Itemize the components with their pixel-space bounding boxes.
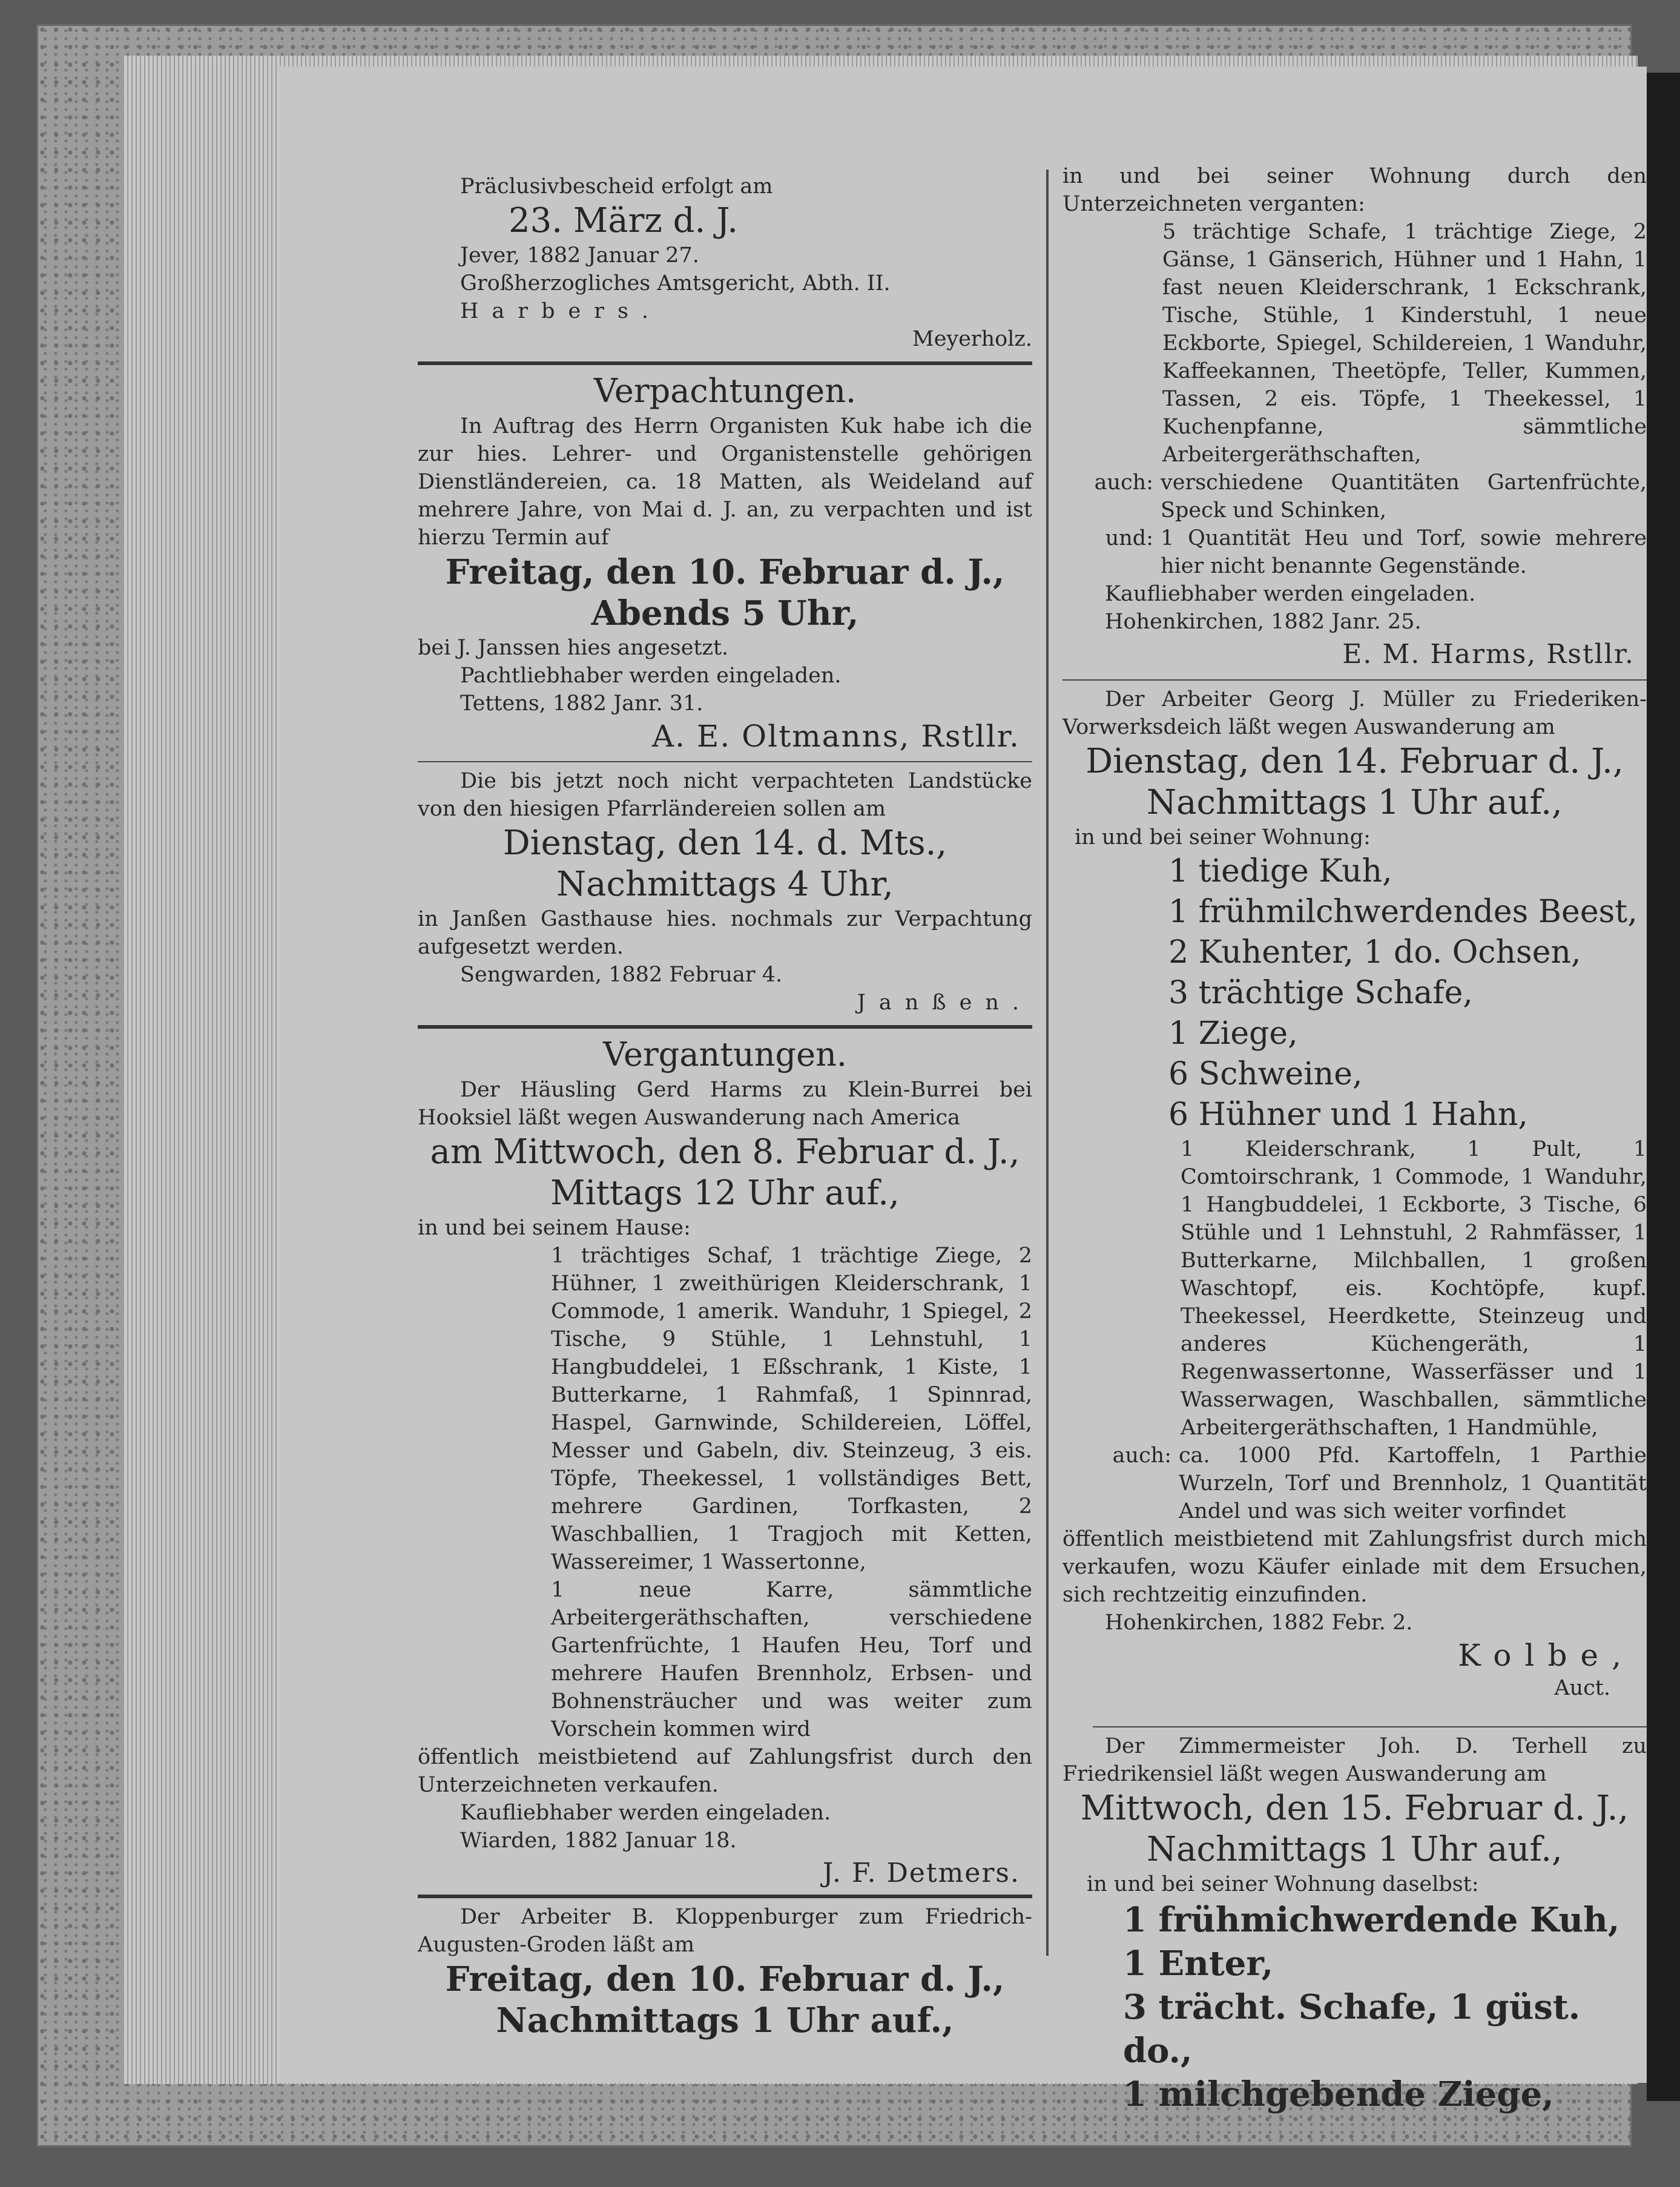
notice-signature: E. M. Harms, Rstllr. — [1342, 639, 1635, 670]
right-column — [1062, 162, 1647, 2116]
left-column — [418, 173, 1032, 2041]
notice-signature: Harbers. — [460, 299, 662, 323]
notice-praeclusiv — [418, 173, 1032, 353]
notice-subsignature: Meyerholz. — [912, 327, 1032, 351]
und-text: 1 Quantität Heu und Torf, sowie mehrere hier nicht benannte Gegenstände. — [1161, 526, 1647, 578]
notice-time: Nachmittags 1 Uhr auf., — [1147, 1830, 1563, 1869]
list-item: 2 Kuhenter, 1 do. Ochsen, — [1168, 934, 1581, 971]
list-item: 6 Schweine, — [1168, 1056, 1363, 1092]
auch-text: ca. 1000 Pfd. Kartoffeln, 1 Parthie Wurzeln, Torf und Brennholz, 1 Quantität Andel und was sich weiter vorfindet — [1179, 1443, 1647, 1523]
notice-text: Der Arbeiter B. Kloppenburger zum Friedrich-Augusten-Groden läßt am — [418, 1905, 1032, 1957]
notice-text: Der Zimmermeister Joh. D. Terhell zu Friedrikensiel läßt wegen Auswanderung am — [1062, 1734, 1647, 1786]
auch-label: auch: — [1094, 470, 1153, 495]
item-list: 1 Kleiderschrank, 1 Pult, 1 Comtoirschrank, 1 Commode, 1 Wanduhr, 1 Hangbuddelei, 1 Eckborte, 3 Tische, 6 Stühle und 1 Lehnstuhl, 2 Rahmfässer, 1 Butterkarne, Milchballen, 1 großen Waschtopf, eis. Kochtöpfe, kupf. Theekessel, Heerdkette, Steinzeug und anderes Küchengeräth, 1 Regenwassertonne, Wasserfässer und 1 Wasserwagen, Waschballen, sämmtliche Arbeitergeräthschaften, 1 Handmühle, — [1181, 1137, 1647, 1440]
notice-line: Kaufliebhaber werden eingeladen. — [1105, 582, 1476, 606]
notice-verpachtung-1 — [418, 370, 1032, 755]
notice-date: Freitag, den 10. Februar d. J., — [445, 552, 1005, 592]
und-row — [1062, 524, 1647, 580]
notice-text: Die bis jetzt noch nicht verpachteten Landstücke von den hiesigen Pfarrländereien sollen am — [418, 769, 1032, 821]
notice-line: Großherzogliches Amtsgericht, Abth. II. — [460, 271, 891, 295]
notice-line: Kaufliebhaber werden eingeladen. — [460, 1801, 831, 1825]
notice-line: Sengwarden, 1882 Februar 4. — [460, 963, 783, 987]
notice-date: am Mittwoch, den 8. Februar d. J., — [430, 1132, 1020, 1172]
auch-label: auch: — [1112, 1443, 1171, 1468]
section-rule — [1062, 679, 1647, 681]
notice-date: Dienstag, den 14. d. Mts., — [502, 823, 947, 863]
notice-vergantung-2 — [418, 1903, 1032, 2041]
notice-signature: Janßen. — [857, 991, 1032, 1015]
notice-line: in und bei seiner Wohnung: — [1075, 825, 1371, 849]
list-item: 1 Ziege, — [1168, 1015, 1298, 1052]
page-edge-shadow — [1647, 73, 1680, 2101]
section-rule — [418, 1895, 1032, 1898]
notice-line: in und bei seiner Wohnung daselbst: — [1087, 1872, 1479, 1896]
animal-list — [1062, 1898, 1647, 2116]
section-rule — [418, 361, 1032, 365]
notice-vergantung-harms — [1062, 162, 1647, 673]
item-list: 5 trächtige Schafe, 1 trächtige Ziege, 2 Gänse, 1 Gänserich, Hühner und 1 Hahn, 1 fast neuen Kleiderschrank, 1 Eckschrank, Tische, Stühle, 1 Kinderstuhl, 1 neue Eckborte, Spiegel, Schildereien, 1 Wanduhr, Kaffeekannen, Theetöpfe, Teller, Kummen, Tassen, 2 eis. Töpfe, 1 Theekessel, 1 Kuchenpfanne, sämmtliche Arbeitergeräthschaften, — [1162, 220, 1647, 467]
animal-list — [1062, 851, 1647, 1135]
list-item: 1 Enter, — [1123, 1944, 1274, 1984]
notice-verpachtung-2 — [418, 767, 1032, 1017]
notice-time: Abends 5 Uhr, — [591, 593, 859, 633]
notice-signature: Kolbe, — [1458, 1638, 1635, 1673]
notice-time: Nachmittags 4 Uhr, — [556, 865, 894, 904]
section-rule — [418, 761, 1032, 762]
und-label: und: — [1105, 526, 1153, 550]
notice-vergantung-1 — [418, 1034, 1032, 1892]
notice-text: Der Arbeiter Georg J. Müller zu Friederiken-Vorwerksdeich läßt wegen Auswanderung am — [1062, 687, 1647, 739]
notice-date: Freitag, den 10. Februar d. J., — [445, 1959, 1005, 1999]
list-item: 3 trächtige Schafe, — [1168, 975, 1473, 1011]
list-item: 1 frühmichwerdende Kuh, — [1123, 1900, 1620, 1940]
notice-line: bei J. Janssen hies angesetzt. — [418, 636, 729, 660]
notice-text: öffentlich meistbietend auf Zahlungsfrist durch den Unterzeichneten verkaufen. — [418, 1745, 1032, 1797]
list-item: 1 frühmilchwerdendes Beest, — [1168, 894, 1638, 930]
notice-vergantung-terhell — [1062, 1732, 1647, 2116]
notice-line: in und bei seinem Hause: — [418, 1216, 691, 1240]
section-rule — [418, 1025, 1032, 1029]
item-list: 1 trächtiges Schaf, 1 trächtige Ziege, 2 Hühner, 1 zweithürigen Kleiderschrank, 1 Commode, 1 amerik. Wanduhr, 1 Spiegel, 2 Tische, 9 Stühle, 1 Lehnstuhl, 1 Hangbuddelei, 1 Eßschrank, 1 Kiste, 1 Butterkarne, 1 Rahmfaß, 1 Spinnrad, Haspel, Garnwinde, Schildereien, Löffel, Messer und Gabeln, div. Steinzeug, 3 eis. Töpfe, Theekessel, 1 vollständiges Bett, mehrere Gardinen, Torfkasten, 2 Waschballien, 1 Tragjoch mit Ketten, Wassereimer, 1 Wassertonne, — [551, 1244, 1032, 1574]
list-item: 1 tiedige Kuh, — [1168, 853, 1392, 889]
auch-text: verschiedene Quantitäten Gartenfrüchte, Speck und Schinken, — [1161, 470, 1647, 523]
notice-text: in Janßen Gasthause hies. nochmals zur Verpachtung aufgesetzt werden. — [418, 907, 1032, 959]
list-item: 6 Hühner und 1 Hahn, — [1168, 1097, 1528, 1133]
notice-vergantung-mueller — [1062, 685, 1647, 1702]
notice-signature: A. E. Oltmanns, Rstllr. — [651, 719, 1020, 754]
notice-line: Präclusivbescheid erfolgt am — [460, 174, 773, 199]
notice-date: 23. März d. J. — [509, 201, 739, 240]
notice-line: Tettens, 1882 Janr. 31. — [460, 691, 703, 716]
notice-time: Nachmittags 1 Uhr auf., — [496, 2001, 954, 2040]
notice-date: Dienstag, den 14. Februar d. J., — [1085, 742, 1624, 781]
item-list: 1 neue Karre, sämmtliche Arbeitergeräthschaften, verschiedene Gartenfrüchte, 1 Haufen Heu, Torf und mehrere Haufen Brennholz, Erbsen- und Bohnensträucher und was weiter zum Vorschein kommen wird — [551, 1578, 1032, 1741]
section-rule — [1093, 1726, 1647, 1727]
notice-line: Jever, 1882 Januar 27. — [460, 243, 699, 268]
notice-time: Nachmittags 1 Uhr auf., — [1147, 783, 1563, 822]
notice-line: Hohenkirchen, 1882 Janr. 25. — [1105, 610, 1421, 634]
column-divider — [1046, 170, 1049, 1956]
notice-line: Pachtliebhaber werden eingeladen. — [460, 664, 842, 688]
notice-line: Wiarden, 1882 Januar 18. — [460, 1829, 737, 1853]
notice-text: In Auftrag des Herrn Organisten Kuk habe ich die zur hies. Lehrer- und Organistenstelle gehörigen Dienstländereien, ca. 18 Matten, als Weideland auf mehrere Jahre, von Mai d. J. an, zu verpachten und ist hierzu Termin auf — [418, 414, 1032, 550]
section-heading: Vergantungen. — [602, 1035, 848, 1074]
notice-text: Der Häusling Gerd Harms zu Klein-Burrei bei Hooksiel läßt wegen Auswanderung nach America — [418, 1078, 1032, 1130]
notice-line: Hohenkirchen, 1882 Febr. 2. — [1105, 1611, 1413, 1635]
notice-signature: J. F. Detmers. — [822, 1858, 1020, 1888]
notice-text: in und bei seiner Wohnung durch den Unterzeichneten verganten: — [1062, 164, 1647, 216]
notice-subsignature: Auct. — [1554, 1676, 1610, 1700]
auch-row — [1062, 1442, 1647, 1525]
notice-text: öffentlich meistbietend mit Zahlungsfrist durch mich verkaufen, wozu Käufer einlade mit dem Ersuchen, sich rechtzeitig einzufinden. — [1062, 1527, 1647, 1607]
auch-row — [1062, 469, 1647, 524]
list-item: 1 milchgebende Ziege, — [1123, 2074, 1554, 2114]
notice-date: Mittwoch, den 15. Februar d. J., — [1080, 1789, 1629, 1828]
notice-time: Mittags 12 Uhr auf., — [550, 1173, 900, 1213]
list-item: 3 trächt. Schafe, 1 güst. do., — [1123, 1987, 1581, 2071]
section-heading: Verpachtungen. — [593, 372, 857, 410]
